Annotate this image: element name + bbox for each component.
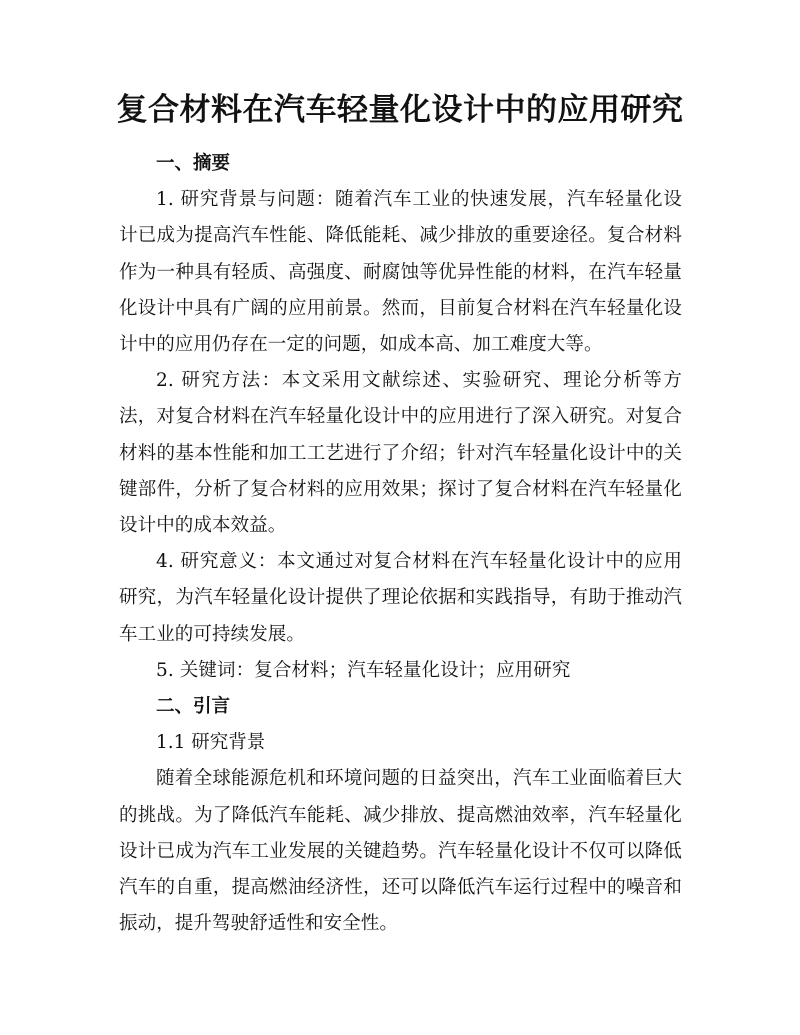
document-body [119, 146, 682, 942]
section-heading-abstract: 一、摘要 [156, 153, 231, 174]
document-title: 复合材料在汽车轻量化设计中的应用研究 [116, 92, 684, 128]
abstract-keywords: 5. 关键词：复合材料；汽车轻量化设计；应用研究 [156, 659, 571, 681]
introduction-paragraph-1: 随着全球能源危机和环境问题的日益突出，汽车工业面临着巨大的挑战。为了降低汽车能耗、减少排放、提高燃油效率，汽车轻量化设计已成为汽车工业发展的关键趋势。汽车轻量化设计不仅可以降低汽车的自重，提高燃油经济性，还可以降低汽车运行过程中的噪音和振动，提升驾驶舒适性和安全性。 [119, 768, 682, 935]
abstract-paragraph-4: 4. 研究意义：本文通过对复合材料在汽车轻量化设计中的应用研究，为汽车轻量化设计提供了理论依据和实践指导，有助于推动汽车工业的可持续发展。 [119, 551, 682, 645]
abstract-paragraph-2: 2. 研究方法：本文采用文献综述、实验研究、理论分析等方法，对复合材料在汽车轻量化设计中的应用进行了深入研究。对复合材料的基本性能和加工工艺进行了介绍；针对汽车轻量化设计中的关键部件，分析了复合材料的应用效果；探讨了复合材料在汽车轻量化设计中的成本效益。 [119, 370, 682, 537]
section-heading-introduction: 二、引言 [156, 696, 231, 718]
subsection-heading-background: 1.1 研究背景 [156, 732, 266, 754]
abstract-paragraph-1: 1. 研究背景与问题：随着汽车工业的快速发展，汽车轻量化设计已成为提高汽车性能、降低能耗、减少排放的重要途径。复合材料作为一种具有轻质、高强度、耐腐蚀等优异性能的材料，在汽车轻量化设计中具有广阔的应用前景。然而，目前复合材料在汽车轻量化设计中的应用仍存在一定的问题，如成本高、加工难度大等。 [119, 189, 682, 356]
